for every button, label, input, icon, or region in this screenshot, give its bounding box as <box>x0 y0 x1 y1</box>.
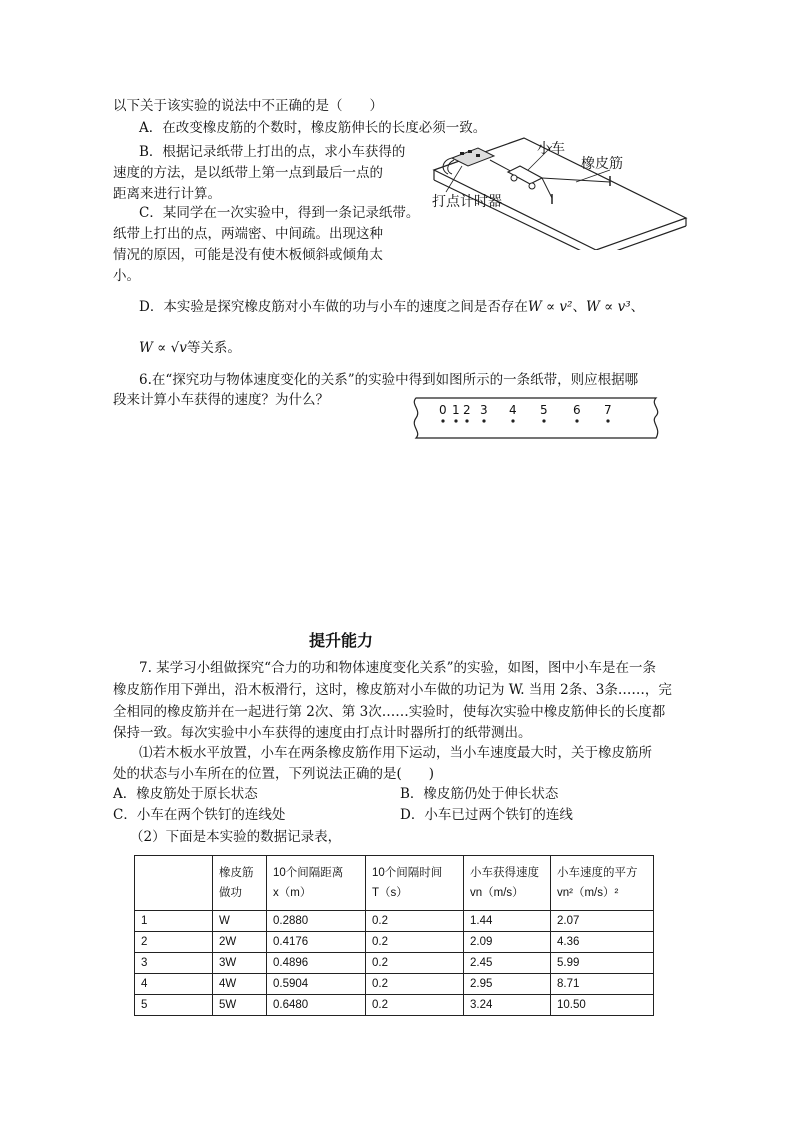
q5-option-c-line2: 纸带上打出的点，两端密、中间疏。出现这种 <box>113 226 383 242</box>
table-cell: 3.24 <box>464 995 551 1016</box>
q7-option-b: B．橡皮筋仍处于伸长状态 <box>400 786 559 802</box>
tape-label: 6 <box>573 403 581 417</box>
q6-line1: 6.在“探究功与物体速度变化的关系”的实验中得到如图所示的一条纸带，则应根据哪 <box>139 372 639 388</box>
formula-w-sqrt-v: W ∝ √v <box>139 340 187 356</box>
section-title: 提升能力 <box>309 631 374 650</box>
table-header-cell <box>464 856 551 911</box>
label-rubber-band: 橡皮筋 <box>581 156 623 172</box>
header-line: 小车速度的平方 <box>557 867 638 879</box>
table-row <box>135 953 654 974</box>
table-cell: 2.07 <box>551 911 654 932</box>
q7-sub1-line2: 处的状态与小车所在的位置，下列说法正确的是( ) <box>113 766 435 782</box>
table-cell: 10.50 <box>551 995 654 1016</box>
q5-option-b-line3: 距离来进行计算。 <box>113 186 221 202</box>
q7-option-a: A．橡皮筋处于原长状态 <box>113 786 258 802</box>
table-cell: 0.6480 <box>267 995 366 1016</box>
data-table <box>134 855 654 1016</box>
tape-label: 0 <box>439 403 447 417</box>
q5-option-c-line4: 小。 <box>113 268 140 284</box>
table-cell: W <box>213 911 267 932</box>
table-cell: 2 <box>135 932 213 953</box>
table-cell: 8.71 <box>551 974 654 995</box>
header-line: x（m） <box>273 887 312 899</box>
table-row <box>135 932 654 953</box>
header-line: 10个间隔时间 <box>372 867 443 879</box>
table-cell: 5W <box>213 995 267 1016</box>
header-line: 橡皮筋 <box>219 867 254 879</box>
q5-option-d-cont: W ∝ √v等关系。 <box>139 340 241 356</box>
table-header-cell <box>213 856 267 911</box>
q7-intro-line3: 全相同的橡皮筋并在一起进行第 2次、第 3次……实验时，使每次实验中橡皮筋伸长的长度都 <box>113 704 666 720</box>
table-cell: 0.2880 <box>267 911 366 932</box>
table-row <box>135 995 654 1016</box>
tape-label: 1 <box>452 403 460 417</box>
q6-line2: 段来计算小车获得的速度？为什么？ <box>113 392 329 408</box>
table-cell: 0.2 <box>366 911 464 932</box>
table-cell: 3 <box>135 953 213 974</box>
table-cell: 4.36 <box>551 932 654 953</box>
tape-label: 4 <box>509 403 517 417</box>
table-cell: 2.45 <box>464 953 551 974</box>
table-cell: 2.09 <box>464 932 551 953</box>
table-header-cell <box>366 856 464 911</box>
tape-label: 3 <box>480 403 488 417</box>
table-cell: 2W <box>213 932 267 953</box>
table-row <box>135 911 654 932</box>
q7-intro-line2: 橡皮筋作用下弹出，沿木板滑行，这时，橡皮筋对小车做的功记为 W. 当用 2条、3条……，完 <box>113 682 672 698</box>
table-cell: 0.4176 <box>267 932 366 953</box>
formula-w-v2: W ∝ v² <box>527 299 573 315</box>
q7-sub2: （2）下面是本实验的数据记录表， <box>130 829 342 845</box>
q5-option-d: D．本实验是探究橡皮筋对小车做的功与小车的速度之间是否存在W ∝ v²、W ∝ v³、 <box>139 299 645 315</box>
table-cell: 1 <box>135 911 213 932</box>
table-header-row <box>135 856 654 911</box>
table-cell: 1.44 <box>464 911 551 932</box>
q5-option-a: A．在改变橡皮筋的个数时，橡皮筋伸长的长度必须一致。 <box>139 120 487 136</box>
table-cell: 0.2 <box>366 932 464 953</box>
formula-w-v3: W ∝ v³ <box>585 299 631 315</box>
paper-tape <box>414 398 657 438</box>
header-line: T（s） <box>372 887 408 899</box>
header-line: 10个间隔距离 <box>273 867 344 879</box>
table-cell: 4W <box>213 974 267 995</box>
tape-label: 5 <box>540 403 548 417</box>
table-cell: 0.2 <box>366 974 464 995</box>
q7-option-d: D．小车已过两个铁钉的连线 <box>400 807 573 823</box>
header-line: 小车获得速度 <box>470 867 539 879</box>
table-cell: 5.99 <box>551 953 654 974</box>
table-cell: 4 <box>135 974 213 995</box>
q7-option-c: C．小车在两个铁钉的连线处 <box>113 807 286 823</box>
tape-label: 7 <box>604 403 612 417</box>
table-cell: 0.5904 <box>267 974 366 995</box>
q7-intro-line4: 保持一致。每次实验中小车获得的速度由打点计时器所打的纸带测出。 <box>113 725 532 741</box>
q5-option-b-line1: B．根据记录纸带上打出的点，求小车获得的 <box>139 144 406 160</box>
table-row <box>135 974 654 995</box>
table-header-cell <box>267 856 366 911</box>
header-line: vn²（m/s）² <box>557 887 619 899</box>
label-timer: 打点计时器 <box>432 194 502 210</box>
header-line: vn（m/s） <box>470 887 524 899</box>
table-cell: 3W <box>213 953 267 974</box>
q5-option-c-line3: 情况的原因，可能是没有使木板倾斜或倾角太 <box>113 247 383 263</box>
q5-option-b-line2: 速度的方法，是以纸带上第一点到最后一点的 <box>113 165 383 181</box>
label-car: 小车 <box>537 141 565 157</box>
q7-intro-line1: 7. 某学习小组做探究“合力的功和物体速度变化关系”的实验，如图，图中小车是在一条 <box>139 660 656 676</box>
table-header-cell <box>551 856 654 911</box>
table-cell: 0.2 <box>366 995 464 1016</box>
q5-option-c-line1: C．某同学在一次实验中，得到一条记录纸带。 <box>139 205 420 221</box>
table-cell: 0.4896 <box>267 953 366 974</box>
table-cell: 5 <box>135 995 213 1016</box>
q7-sub1-line1: ⑴若木板水平放置，小车在两条橡皮筋作用下运动，当小车速度最大时，关于橡皮筋所 <box>139 745 652 761</box>
table-cell: 0.2 <box>366 953 464 974</box>
q5-stem: 以下关于该实验的说法中不正确的是（ ） <box>113 98 383 114</box>
header-line: 做功 <box>219 887 242 899</box>
tape-label: 2 <box>463 403 471 417</box>
table-header-cell <box>135 856 213 911</box>
paper-tape-figure <box>410 394 662 444</box>
table-cell: 2.95 <box>464 974 551 995</box>
